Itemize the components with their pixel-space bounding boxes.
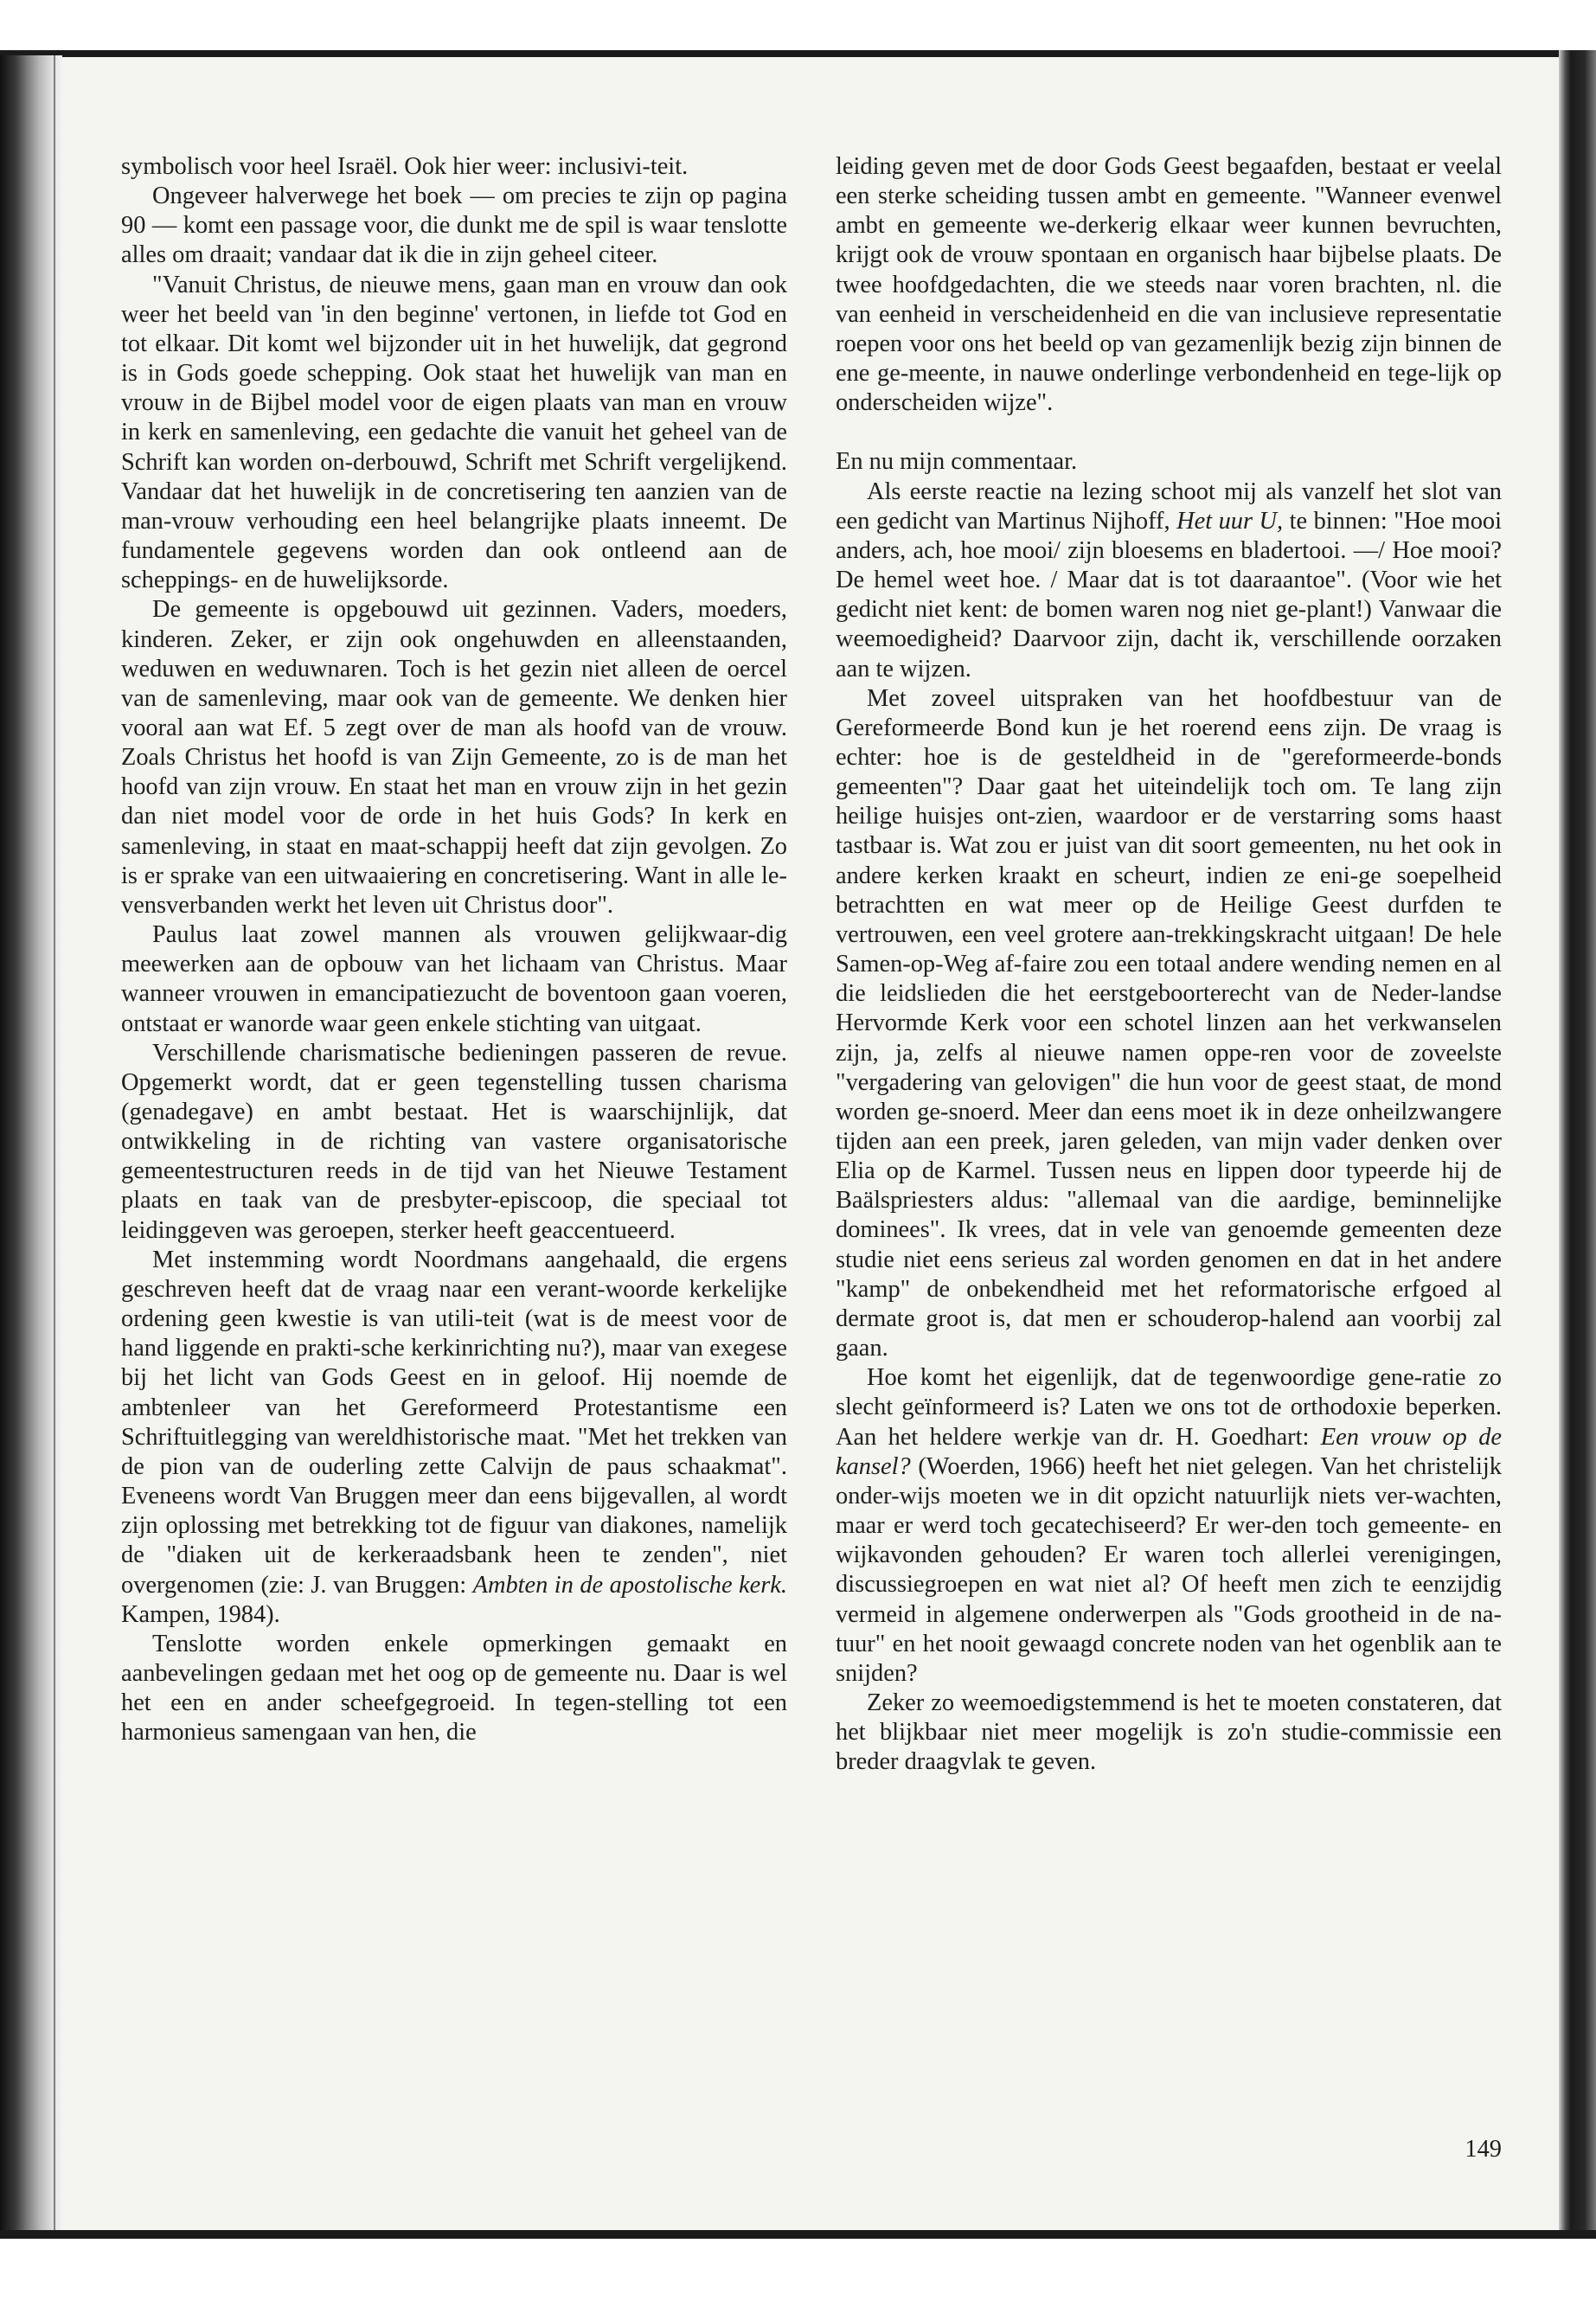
bottom-scan-border	[0, 2230, 1596, 2239]
paragraph: Tenslotte worden enkele opmerkingen gemaakt en aanbevelingen gedaan met het oog op de gemeente nu. Daar is wel het een en ander scheefgegroeid. In tegen-stelling tot een harmonieus samengaan van hen, die	[121, 1630, 787, 1747]
paragraph-text: Hoe komt het eigenlijk, dat de tegenwoordige gene-ratie zo slecht geïnformeerd is? Laten we ons tot de orthodoxie beperken. Aan het heldere werkje van dr. H. Goedhart:	[836, 1364, 1502, 1451]
right-scan-border	[1559, 50, 1596, 2239]
quote-paragraph: leiding geven met de door Gods Geest begaafden, bestaat er veelal een sterke scheiding tussen ambt en gemeente. "Wanneer evenwel ambt en gemeente we-derkerig elkaar weer kunnen bevruchten, krijgt ook de vrouw spontaan en organisch haar bijbelse plaats. De twee hoofdgedachten, die we steeds naar voren brachten, nl. die van eenheid in verscheidenheid en die van inclusieve representatie roepen voor ons het beeld op van gezamenlijk bezig zijn binnen de ene ge-meente, in nauwe onderlinge verbondenheid en tege-lijk op onderscheiden wijze".	[836, 153, 1502, 417]
paragraph: Verschillende charismatische bedieningen passeren de revue. Opgemerkt wordt, dat er geen tegenstelling tussen charisma (genadegave) en ambt bestaat. Het is waarschijnlijk, dat ontwikkeling in de richting van vastere organisatorische gemeentestructuren reeds in de tijd van het Nieuwe Testament plaats en taak van de presbyter-episcoop, die speciaal tot leidinggeven was geroepen, sterker heeft geaccentueerd.	[121, 1039, 787, 1244]
paragraph-text: Met instemming wordt Noordmans aangehaald, die ergens geschreven heeft dat de vraag naar een verant-woorde kerkelijke ordening geen kwestie is van utili-teit (wat is de meest voor de hand liggende en prakti-sche kerkinrichting nu?), maar van exegese bij het licht van Gods Geest en in geloof. Hij noemde de ambtenleer van het Gereformeerd Protestantisme een Schriftuitlegging van wereldhistorische maat. "Met het trekken van de pion van de ouderling zette Calvijn de paus schaakmat". Eveneens wordt Van Bruggen meer dan eens bijgevallen, al wordt zijn oplossing met betrekking tot de figuur van diakones, namelijk de "diaken uit de kerkeraadsbank heen te zenden", niet overgenomen (zie: J. van Bruggen:	[121, 1246, 787, 1599]
paragraph: Met zoveel uitspraken van het hoofdbestuur van de Gereformeerde Bond kun je het roerend eens zijn. De vraag is echter: hoe is de gesteldheid in de "gereformeerde-bonds gemeenten"? Daar gaat het uiteindelijk toch om. Te lang zijn heilige huisjes ont-zien, waardoor er de verstarring soms haast tastbaar is. Wat zou er juist van dit soort gemeenten, nu het ook in andere kerken kraakt en scheurt, indien ze eni-ge soepelheid betrachtten en wat meer op de Heilige Geest durfden te vertrouwen, een veel grotere aan-trekkingskracht uitgaan! De hele Samen-op-Weg af-faire zou een totaal andere wending nemen en al die leidslieden die het eerstgeboorterecht van de Neder-landse Hervormde Kerk voor een schotel linzen aan het verkwanselen zijn, ja, zelfs al nieuwe namen oppe-ren voor de zoveelste "vergadering van gelovigen" die hun voor de geest staat, de mond worden ge-snoerd. Meer dan eens moet ik in deze onheilzwangere tijden aan een preek, jaren geleden, van mijn vader denken over Elia op de Karmel. Tussen neus en lippen door typeerde hij de Baälspriesters aldus: "allemaal van die aardige, beminnelijke dominees". Ik vrees, dat in vele van genoemde gemeenten deze studie niet eens serieus zal worden genomen en dat in het andere "kamp" de onbekendheid met het reformatorische erfgoed al dermate groot is, dat men er schouderop-halend aan voorbij zal gaan.	[836, 684, 1502, 1362]
paragraph-text: Als eerste reactie na lezing schoot mij als vanzelf het slot van een gedicht van Martinus Nijhoff,	[836, 478, 1502, 535]
page-number: 149	[1465, 2136, 1502, 2163]
paragraph-text: Kampen, 1984).	[121, 1600, 280, 1628]
paragraph	[836, 478, 1502, 684]
left-text-column	[121, 152, 787, 1747]
book-title: Een vrouw op de kansel?	[836, 1423, 1503, 1480]
paragraph: Zeker zo weemoedigstemmend is het te moeten constateren, dat het blijkbaar niet meer mogelijk is zo'n studie-commissie een breder draagvlak te geven.	[836, 1689, 1502, 1776]
paragraph: Paulus laat zowel mannen als vrouwen gelijkwaar-dig meewerken aan de opbouw van het lichaam van Christus. Maar wanneer vrouwen in emancipatiezucht de boventoon gaan voeren, ontstaat er wanorde waar geen enkele stichting van uitgaat.	[121, 921, 787, 1037]
paragraph: Ongeveer halverwege het boek — om precies te zijn op pagina 90 — komt een passage voor, die dunkt me de spil is waar tenslotte alles om draait; vandaar dat ik die in zijn geheel citeer.	[121, 183, 787, 269]
paragraph: symbolisch voor heel Israël. Ook hier weer: inclusivi-teit.	[121, 153, 689, 180]
paragraph-text: te binnen: "Hoe mooi anders, ach, hoe mooi/ zijn bloesems en bladertooi. —/ Hoe mooi? De hemel weet hoe. / Maar dat is tot daaraantoe". (Voor wie het gedicht niet kent: de bomen waren nog niet ge-plant!) Vanwaar die weemoedigheid? Daarvoor zijn, dacht ik, verschillende oorzaken aan te wijzen.	[836, 507, 1502, 683]
right-text-column	[836, 152, 1502, 1777]
paragraph	[121, 1246, 787, 1630]
quote-paragraph: "Vanuit Christus, de nieuwe mens, gaan man en vrouw dan ook weer het beeld van 'in den beginne' vertonen, in liefde tot God en tot elkaar. Dit komt wel bijzonder uit in het huwelijk, dat gegrond is in Gods goede schepping. Ook staat het huwelijk van man en vrouw in de Bijbel model voor de eigen plaats van man en vrouw in kerk en samenleving, een gedachte die vanuit het geheel van de Schrift kan worden on-derbouwd, Schrift met Schrift vergelijkend. Vandaar dat het huwelijk in de concretisering ten aanzien van de man-vrouw verhouding een heel belangrijke plaats inneemt. De fundamentele gegevens worden dan ook ontleend aan de scheppings- en de huwelijksorde.	[121, 271, 787, 594]
section-intro: En nu mijn commentaar.	[836, 448, 1078, 476]
poem-title: Het uur U,	[1176, 507, 1284, 535]
paragraph	[836, 1363, 1502, 1689]
gutter-line	[54, 55, 55, 2232]
quote-paragraph: De gemeente is opgebouwd uit gezinnen. Vaders, moeders, kinderen. Zeker, er zijn ook ongehuwden en alleenstaanden, weduwen en weduwnaren. Toch is het gezin niet alleen de oercel van de samenleving, maar ook van de gemeente. We denken hier vooral aan wat Ef. 5 zegt over de man als hoofd van de vrouw. Zoals Christus het hoofd is van Zijn Gemeente, zo is de man het hoofd van zijn vrouw. En staat het man en vrouw zijn in het gezin dan niet model voor de orde in het huis Gods? In kerk en samenleving, in staat en maat-schappij heeft dat zijn gevolgen. Zo is er sprake van een uitwaaiering en concretisering. Want in alle le-vensverbanden werkt het leven uit Christus door".	[121, 596, 787, 919]
book-title: Ambten in de apostolische kerk.	[472, 1571, 787, 1599]
top-scan-border	[0, 50, 1596, 57]
paragraph-text: (Woerden, 1966) heeft het niet gelegen. Van het christelijk onder-wijs moeten we in dit opzicht natuurlijk niets ver-wachten, maar er werd toch gecatechiseerd? Er wer-den toch gemeente- en wijkavonden gehouden? Er waren toch allerlei verenigingen, discussiegroepen en wat niet al? Of heeft men zich te eenzijdig vermeid in algemene onderwerpen als "Gods grootheid in de na-tuur" en het nooit gewaagd concrete noden van het ogenblik aan te snijden?	[836, 1452, 1502, 1687]
